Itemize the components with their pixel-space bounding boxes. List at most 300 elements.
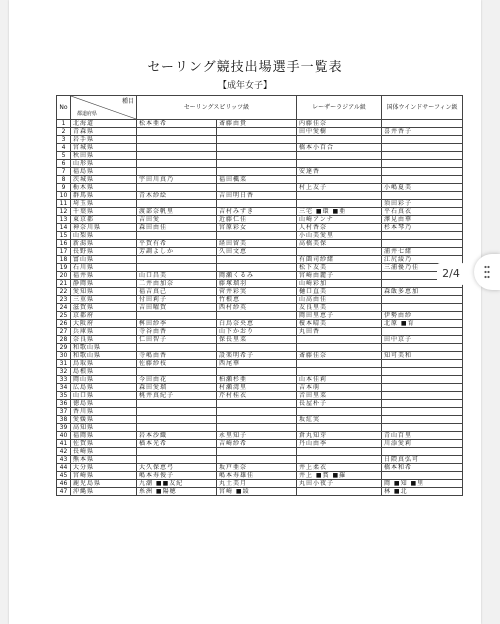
cell-sailing-spirits-helm: [137, 456, 217, 464]
cell-sailing-spirits-helm: 平賀有希: [137, 240, 217, 248]
table-row: [57, 344, 463, 352]
cell-windsurfing: [382, 240, 463, 248]
cell-prefecture: 山口県: [71, 392, 137, 400]
cell-sailing-spirits-helm: 佐藤紗枝: [137, 360, 217, 368]
cell-sailing-spirits-helm: 嶋本寿俊子: [137, 472, 217, 480]
table-row: [57, 256, 463, 264]
cell-sailing-spirits-crew: 設楽明希子: [217, 352, 297, 360]
cell-laser-radial: 村上友子: [297, 184, 382, 192]
cell-sailing-spirits-crew: 嶋本寿雄佳: [217, 472, 297, 480]
cell-no: 39: [57, 424, 71, 432]
cell-laser-radial: 橋本小百合: [297, 144, 382, 152]
cell-laser-radial: 安達香: [297, 168, 382, 176]
table-row: [57, 312, 463, 320]
table-row: [57, 384, 463, 392]
cell-windsurfing: [382, 168, 463, 176]
cell-windsurfing: 青山百里: [382, 432, 463, 440]
cell-no: 16: [57, 240, 71, 248]
cell-sailing-spirits-helm: 糸洲 ■陽穂: [137, 488, 217, 496]
cell-no: 40: [57, 432, 71, 440]
cell-sailing-spirits-helm: 楢本光希: [137, 440, 217, 448]
cell-laser-radial: 丸田香: [297, 328, 382, 336]
cell-sailing-spirits-crew: 宮崎 ■綾: [217, 488, 297, 496]
cell-sailing-spirits-helm: 今田由花: [137, 376, 217, 384]
cell-laser-radial: 井上柔衣: [297, 464, 382, 472]
cell-laser-radial: [297, 200, 382, 208]
cell-prefecture: 長崎県: [71, 448, 137, 456]
cell-sailing-spirits-crew: [217, 200, 297, 208]
table-row: [57, 144, 463, 152]
cell-windsurfing: [382, 376, 463, 384]
cell-laser-radial: 内藤佳奈: [297, 120, 382, 128]
cell-sailing-spirits-crew: [217, 232, 297, 240]
cell-windsurfing: [382, 344, 463, 352]
cell-no: 27: [57, 328, 71, 336]
table-row: [57, 272, 463, 280]
cell-prefecture: 山梨県: [71, 232, 137, 240]
cell-sailing-spirits-crew: 白鳥奈央恵: [217, 320, 297, 328]
cell-sailing-spirits-crew: 吉田明日香: [217, 192, 297, 200]
cell-sailing-spirits-helm: 二井由加奈: [137, 280, 217, 288]
cell-prefecture: 茨城県: [71, 176, 137, 184]
cell-no: 3: [57, 136, 71, 144]
cell-prefecture: 宮崎県: [71, 472, 137, 480]
page-indicator: 2/4: [437, 263, 465, 285]
cell-no: 30: [57, 352, 71, 360]
cell-prefecture: 和歌山県: [71, 352, 137, 360]
cell-sailing-spirits-helm: 桝田紗季: [137, 320, 217, 328]
cell-no: 29: [57, 344, 71, 352]
cell-windsurfing: [382, 400, 463, 408]
cell-prefecture: 兵庫県: [71, 328, 137, 336]
cell-sailing-spirits-helm: [137, 448, 217, 456]
table-row: [57, 128, 463, 136]
table-row: [57, 224, 463, 232]
table-row: [57, 336, 463, 344]
cell-sailing-spirits-helm: 森田由佳: [137, 224, 217, 232]
cell-sailing-spirits-crew: 吉村みずき: [217, 208, 297, 216]
cell-sailing-spirits-crew: 藤塚瑠羽: [217, 280, 297, 288]
cell-no: 4: [57, 144, 71, 152]
table-row: [57, 304, 463, 312]
table-row: [57, 392, 463, 400]
cell-laser-radial: 岡田里恵子: [297, 312, 382, 320]
cell-sailing-spirits-helm: [137, 184, 217, 192]
cell-sailing-spirits-crew: [217, 448, 297, 456]
cell-windsurfing: [382, 152, 463, 160]
cell-sailing-spirits-crew: 西村紗英: [217, 304, 297, 312]
cell-sailing-spirits-helm: [137, 368, 217, 376]
cell-sailing-spirits-crew: 福田楓菜: [217, 176, 297, 184]
table-header-row: [57, 96, 463, 120]
cell-sailing-spirits-crew: 丸土美月: [217, 480, 297, 488]
cell-laser-radial: 山崎アンナ: [297, 216, 382, 224]
cell-no: 24: [57, 304, 71, 312]
cell-windsurfing: 北原 ■育: [382, 320, 463, 328]
cell-laser-radial: 有薗司紗緒: [297, 256, 382, 264]
cell-sailing-spirits-helm: 宇田川真乃: [137, 176, 217, 184]
cell-laser-radial: 田中愛樹: [297, 128, 382, 136]
cell-laser-radial: [297, 152, 382, 160]
cell-sailing-spirits-helm: [137, 256, 217, 264]
cell-sailing-spirits-crew: [217, 400, 297, 408]
cell-laser-radial: 宮崎由麗子: [297, 272, 382, 280]
cell-laser-radial: 山崎彩加: [297, 280, 382, 288]
cell-prefecture: 神奈川県: [71, 224, 137, 232]
cell-laser-radial: [297, 136, 382, 144]
cell-windsurfing: [382, 304, 463, 312]
cell-prefecture: 東京都: [71, 216, 137, 224]
cell-prefecture: 広島県: [71, 384, 137, 392]
cell-no: 7: [57, 168, 71, 176]
table-row: [57, 232, 463, 240]
roster-body: [57, 120, 463, 496]
cell-laser-radial: 人村香奈: [297, 224, 382, 232]
cell-laser-radial: [297, 448, 382, 456]
table-row: [57, 320, 463, 328]
table-row: [57, 328, 463, 336]
cell-prefecture: 島根県: [71, 368, 137, 376]
cell-no: 6: [57, 160, 71, 168]
table-row: [57, 400, 463, 408]
table-row: [57, 248, 463, 256]
cell-sailing-spirits-helm: 九潮 ■■友紀: [137, 480, 217, 488]
table-row: [57, 216, 463, 224]
table-row: [57, 200, 463, 208]
cell-prefecture: 奈良県: [71, 336, 137, 344]
table-row: [57, 184, 463, 192]
cell-sailing-spirits-helm: [137, 344, 217, 352]
table-row: [57, 360, 463, 368]
cell-no: 5: [57, 152, 71, 160]
cell-sailing-spirits-helm: 寺谷由香: [137, 328, 217, 336]
cell-prefecture: 福岡県: [71, 432, 137, 440]
cell-sailing-spirits-helm: [137, 232, 217, 240]
cell-sailing-spirits-crew: 永里知子: [217, 432, 297, 440]
cell-no: 33: [57, 376, 71, 384]
cell-laser-radial: 井上 ■賞 ■羅: [297, 472, 382, 480]
table-row: [57, 176, 463, 184]
cell-prefecture: 宮城県: [71, 144, 137, 152]
cell-windsurfing: 林 ■北: [382, 488, 463, 496]
cell-prefecture: 三重県: [71, 296, 137, 304]
cell-sailing-spirits-crew: [217, 184, 297, 192]
cell-no: 37: [57, 408, 71, 416]
cell-sailing-spirits-crew: 経田留美: [217, 240, 297, 248]
cell-prefecture: 富山県: [71, 256, 137, 264]
cell-sailing-spirits-crew: [217, 344, 297, 352]
table-row: [57, 376, 463, 384]
cell-laser-radial: 榎本晴美: [297, 320, 382, 328]
cell-laser-radial: 丸田小夜子: [297, 480, 382, 488]
cell-sailing-spirits-helm: [137, 160, 217, 168]
cell-no: 10: [57, 192, 71, 200]
cell-no: 43: [57, 456, 71, 464]
cell-sailing-spirits-crew: 柏瀬杉亜: [217, 376, 297, 384]
table-row: [57, 408, 463, 416]
cell-no: 44: [57, 464, 71, 472]
cell-laser-radial: [297, 160, 382, 168]
cell-laser-radial: [297, 408, 382, 416]
cell-no: 45: [57, 472, 71, 480]
cell-prefecture: 岩手県: [71, 136, 137, 144]
cell-sailing-spirits-crew: 宮原彩女: [217, 224, 297, 232]
cell-sailing-spirits-helm: [137, 264, 217, 272]
cell-sailing-spirits-helm: [137, 424, 217, 432]
cell-laser-radial: [297, 176, 382, 184]
cell-sailing-spirits-helm: [137, 136, 217, 144]
cell-prefecture: 鹿児島県: [71, 480, 137, 488]
cell-windsurfing: 三浦優乃佳: [382, 264, 463, 272]
cell-sailing-spirits-crew: 近藤仁佳: [217, 216, 297, 224]
cell-windsurfing: [382, 328, 463, 336]
cell-sailing-spirits-crew: 保長里菜: [217, 336, 297, 344]
table-row: [57, 368, 463, 376]
cell-sailing-spirits-crew: [217, 264, 297, 272]
cell-laser-radial: 松下友美: [297, 264, 382, 272]
cell-prefecture: 栃木県: [71, 184, 137, 192]
cell-windsurfing: 田中京子: [382, 336, 463, 344]
cell-sailing-spirits-crew: 山下かおり: [217, 328, 297, 336]
cell-prefecture: 熊本県: [71, 456, 137, 464]
cell-sailing-spirits-helm: [137, 416, 217, 424]
cell-sailing-spirits-helm: 森田愛瑠: [137, 384, 217, 392]
cell-no: 38: [57, 416, 71, 424]
cell-laser-radial: 高橋美保: [297, 240, 382, 248]
cell-sailing-spirits-helm: 寺嶋由香: [137, 352, 217, 360]
cell-sailing-spirits-crew: [217, 136, 297, 144]
header-class-sailing-spirits: セーリングスピリッツ級: [137, 96, 297, 120]
cell-windsurfing: 浦井七緒: [382, 248, 463, 256]
table-row: [57, 464, 463, 472]
table-row: [57, 416, 463, 424]
cell-laser-radial: 長屋朴子: [297, 400, 382, 408]
table-row: [57, 472, 463, 480]
cell-prefecture: 青森県: [71, 128, 137, 136]
cell-no: 28: [57, 336, 71, 344]
cell-prefecture: 静岡県: [71, 280, 137, 288]
cell-windsurfing: 小嶋夏美: [382, 184, 463, 192]
roster-table: [56, 95, 463, 496]
cell-windsurfing: [382, 176, 463, 184]
cell-sailing-spirits-crew: [217, 168, 297, 176]
cell-prefecture: 京都府: [71, 312, 137, 320]
cell-laser-radial: [297, 424, 382, 432]
cell-sailing-spirits-helm: [137, 200, 217, 208]
cell-windsurfing: [382, 408, 463, 416]
cell-windsurfing: 杉本琴乃: [382, 224, 463, 232]
cell-sailing-spirits-crew: [217, 456, 297, 464]
table-row: [57, 192, 463, 200]
cell-prefecture: 北海道: [71, 120, 137, 128]
cell-windsurfing: 澤見由華: [382, 216, 463, 224]
cell-windsurfing: [382, 448, 463, 456]
cell-sailing-spirits-helm: 吉田愛: [137, 216, 217, 224]
cell-prefecture: 沖縄県: [71, 488, 137, 496]
cell-sailing-spirits-crew: [217, 416, 297, 424]
table-row: [57, 280, 463, 288]
cell-sailing-spirits-crew: 西尾華: [217, 360, 297, 368]
cell-prefecture: 滋賀県: [71, 304, 137, 312]
cell-no: 19: [57, 264, 71, 272]
cell-prefecture: 福島県: [71, 168, 137, 176]
cell-no: 46: [57, 480, 71, 488]
cell-windsurfing: 江尻綾乃: [382, 256, 463, 264]
cell-prefecture: 愛知県: [71, 288, 137, 296]
cell-no: 15: [57, 232, 71, 240]
table-row: [57, 288, 463, 296]
cell-sailing-spirits-crew: 坂戸亜奈: [217, 464, 297, 472]
cell-sailing-spirits-crew: [217, 368, 297, 376]
cell-sailing-spirits-crew: [217, 144, 297, 152]
table-row: [57, 296, 463, 304]
cell-prefecture: 長野県: [71, 248, 137, 256]
cell-no: 34: [57, 384, 71, 392]
cell-laser-radial: 丹山由季: [297, 440, 382, 448]
cell-laser-radial: [297, 488, 382, 496]
table-row: [57, 136, 463, 144]
cell-windsurfing: [382, 416, 463, 424]
table-row: [57, 168, 463, 176]
cell-laser-radial: 山本佳莉: [297, 376, 382, 384]
cell-sailing-spirits-helm: [137, 152, 217, 160]
cell-no: 14: [57, 224, 71, 232]
cell-prefecture: 愛媛県: [71, 416, 137, 424]
cell-windsurfing: 森飯多恵加: [382, 288, 463, 296]
cell-prefecture: 秋田県: [71, 152, 137, 160]
document-title: セーリング競技出場選手一覧表: [147, 60, 343, 75]
cell-laser-radial: [297, 368, 382, 376]
cell-laser-radial: 樋口直美: [297, 288, 382, 296]
cell-sailing-spirits-crew: [217, 128, 297, 136]
cell-no: 2: [57, 128, 71, 136]
cell-prefecture: 岡山県: [71, 376, 137, 384]
cell-laser-radial: [297, 344, 382, 352]
cell-windsurfing: 川添愛莉: [382, 440, 463, 448]
cell-prefecture: 新潟県: [71, 240, 137, 248]
cell-sailing-spirits-crew: [217, 408, 297, 416]
table-row: [57, 352, 463, 360]
cell-windsurfing: [382, 384, 463, 392]
cell-windsurfing: [382, 424, 463, 432]
cell-prefecture: 群馬県: [71, 192, 137, 200]
cell-prefecture: 鳥取県: [71, 360, 137, 368]
cell-windsurfing: [382, 392, 463, 400]
cell-no: 47: [57, 488, 71, 496]
cell-prefecture: 大阪府: [71, 320, 137, 328]
cell-sailing-spirits-helm: [137, 408, 217, 416]
cell-sailing-spirits-helm: [137, 400, 217, 408]
cell-sailing-spirits-crew: 久田文恵: [217, 248, 297, 256]
vertical-dots-icon: [484, 265, 490, 279]
cell-no: 22: [57, 288, 71, 296]
table-row: [57, 480, 463, 488]
table-row: [57, 208, 463, 216]
cell-laser-radial: [297, 360, 382, 368]
cell-sailing-spirits-helm: 芳調よしか: [137, 248, 217, 256]
cell-prefecture: 大分県: [71, 464, 137, 472]
cell-no: 1: [57, 120, 71, 128]
cell-laser-radial: [297, 336, 382, 344]
cell-sailing-spirits-helm: 桃井真紀子: [137, 392, 217, 400]
cell-windsurfing: [382, 120, 463, 128]
cell-laser-radial: 音田里菜: [297, 392, 382, 400]
cell-no: 21: [57, 280, 71, 288]
cell-laser-radial: 斎藤佳奈: [297, 352, 382, 360]
cell-sailing-spirits-helm: 山口昌美: [137, 272, 217, 280]
cell-laser-radial: 友良里美: [297, 304, 382, 312]
cell-windsurfing: 知可美和: [382, 352, 463, 360]
cell-windsurfing: [382, 160, 463, 168]
cell-sailing-spirits-crew: 村瀬湾里: [217, 384, 297, 392]
cell-windsurfing: 平石真衣: [382, 208, 463, 216]
cell-prefecture: 福井県: [71, 272, 137, 280]
cell-windsurfing: [382, 136, 463, 144]
document-page: [9, 0, 481, 624]
cell-sailing-spirits-crew: [217, 256, 297, 264]
table-row: [57, 160, 463, 168]
table-row: [57, 432, 463, 440]
cell-windsurfing: 須田彩子: [382, 200, 463, 208]
cell-sailing-spirits-crew: 竹根恵: [217, 296, 297, 304]
cell-sailing-spirits-crew: 芹村桂衣: [217, 392, 297, 400]
table-row: [57, 152, 463, 160]
table-row: [57, 120, 463, 128]
cell-sailing-spirits-helm: 青木紗絵: [137, 192, 217, 200]
cell-windsurfing: [382, 144, 463, 152]
cell-sailing-spirits-crew: 菅井彩実: [217, 288, 297, 296]
cell-prefecture: 高知県: [71, 424, 137, 432]
cell-sailing-spirits-helm: 松本亜希: [137, 120, 217, 128]
cell-sailing-spirits-helm: 福吉真己: [137, 288, 217, 296]
cell-sailing-spirits-crew: [217, 424, 297, 432]
table-row: [57, 424, 463, 432]
header-prefecture: 都道府県: [77, 111, 98, 117]
cell-sailing-spirits-crew: 岡瀬くるみ: [217, 272, 297, 280]
cell-sailing-spirits-crew: [217, 312, 297, 320]
cell-prefecture: 香川県: [71, 408, 137, 416]
cell-sailing-spirits-helm: 仁田智子: [137, 336, 217, 344]
document-subtitle: 【成年女子】: [217, 81, 272, 91]
cell-no: 41: [57, 440, 71, 448]
cell-sailing-spirits-helm: [137, 144, 217, 152]
header-event-prefecture: [71, 96, 137, 120]
cell-windsurfing: [382, 192, 463, 200]
cell-laser-radial: [297, 456, 382, 464]
cell-no: 12: [57, 208, 71, 216]
cell-laser-radial: [297, 192, 382, 200]
cell-windsurfing: [382, 360, 463, 368]
cell-laser-radial: 山高由佳: [297, 296, 382, 304]
cell-sailing-spirits-crew: 吉崎紗希: [217, 440, 297, 448]
cell-no: 32: [57, 368, 71, 376]
cell-sailing-spirits-crew: 斎藤由貴: [217, 120, 297, 128]
cell-sailing-spirits-helm: 大久保恵弓: [137, 464, 217, 472]
cell-laser-radial: 倉丸知芽: [297, 432, 382, 440]
cell-no: 23: [57, 296, 71, 304]
cell-prefecture: 千葉県: [71, 208, 137, 216]
cell-no: 17: [57, 248, 71, 256]
cell-windsurfing: [382, 296, 463, 304]
table-row: [57, 488, 463, 496]
header-no: No: [57, 96, 71, 120]
cell-sailing-spirits-crew: [217, 152, 297, 160]
cell-no: 9: [57, 184, 71, 192]
cell-prefecture: 徳島県: [71, 400, 137, 408]
table-row: [57, 240, 463, 248]
cell-no: 26: [57, 320, 71, 328]
cell-no: 25: [57, 312, 71, 320]
